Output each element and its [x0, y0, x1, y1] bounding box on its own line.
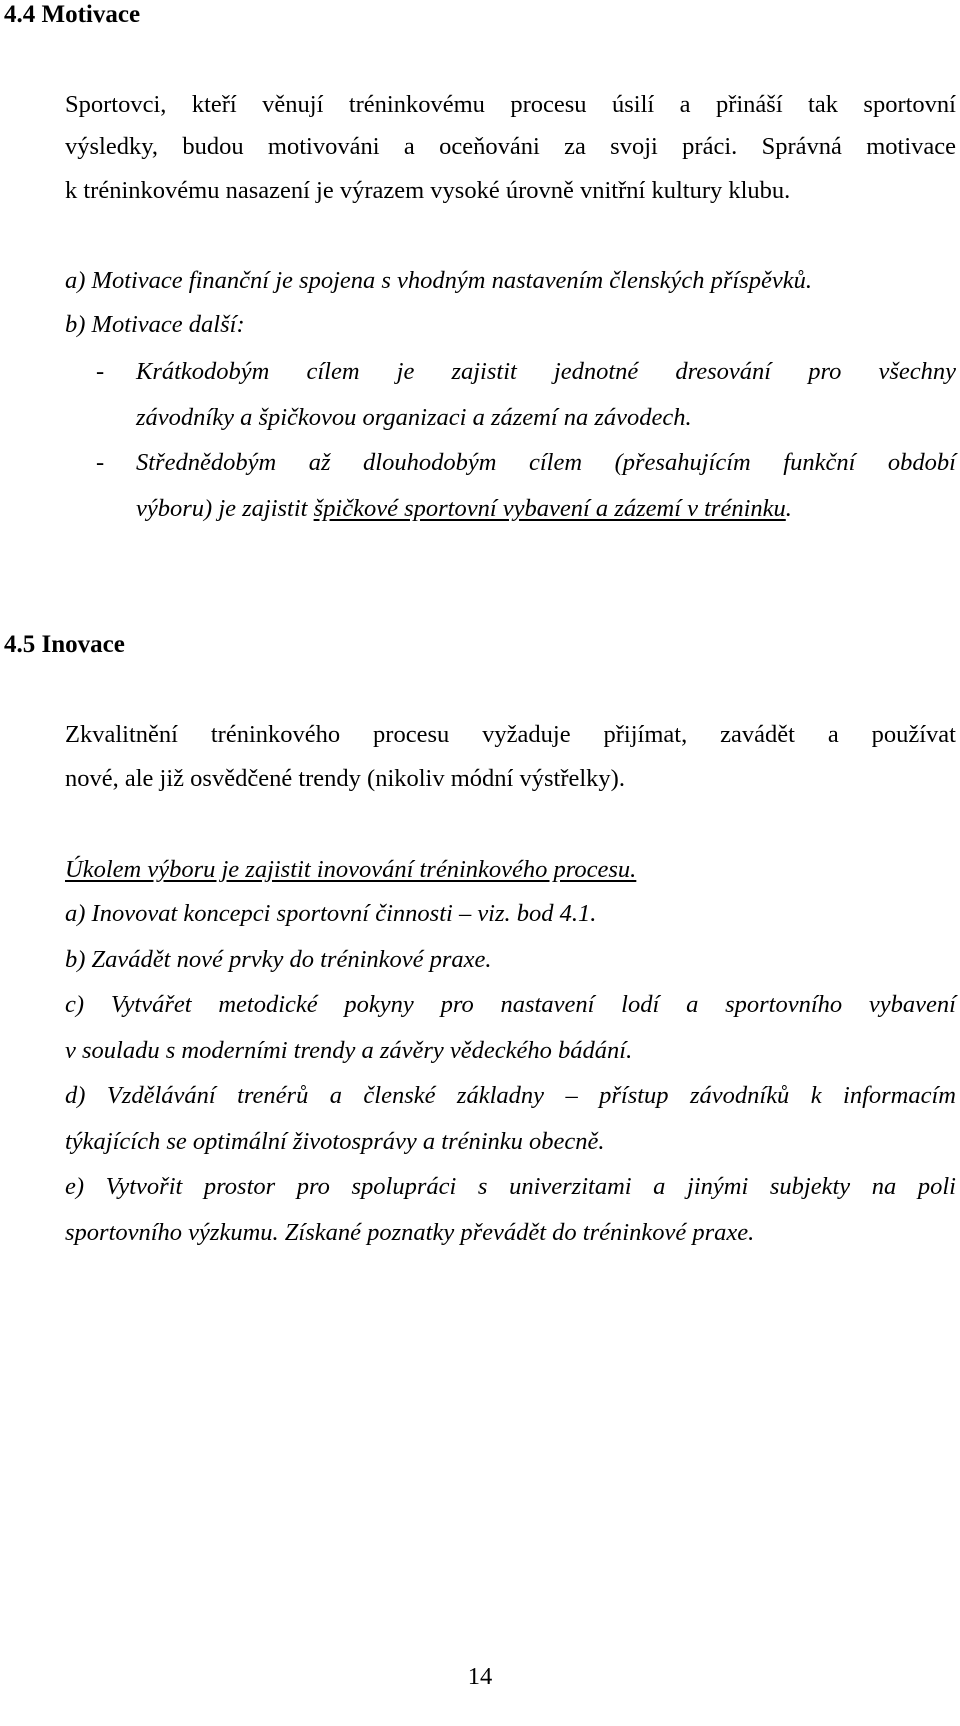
- paragraph-line: k tréninkovému nasazení je výrazem vysoké úrovně vnitřní kultury klubu.: [65, 177, 791, 204]
- paragraph-line: výsledky, budou motivováni a oceňováni za svoji práci. Správná motivace: [65, 133, 956, 160]
- list-item-financni: a) Motivace finanční je spojena s vhodným nastavením členských příspěvků.: [65, 267, 813, 294]
- list-item-d: d) Vzdělávání trenérů a členské základny – přístup závodníků k informacím: [65, 1082, 956, 1109]
- list-item-a: a) Inovovat koncepci sportovní činnosti – viz. bod 4.1.: [65, 900, 597, 927]
- section-heading-motivace: 4.4 Motivace: [4, 1, 141, 28]
- paragraph-line: Sportovci, kteří věnují tréninkovému procesu úsilí a přináší tak sportovní: [65, 91, 956, 118]
- bullet-text-end: .: [785, 495, 792, 522]
- list-item-e: e) Vytvořit prostor pro spolupráci s univerzitami a jinými subjekty na poli: [65, 1173, 956, 1200]
- bullet-line: Střednědobým až dlouhodobým cílem (přesahujícím funkční období: [136, 449, 956, 476]
- page-number: 14: [467, 1663, 493, 1690]
- bullet-line: [136, 494, 792, 524]
- list-item-c-cont: v souladu s moderními trendy a závěry vědeckého bádání.: [65, 1037, 633, 1064]
- bullet-line: Krátkodobým cílem je zajistit jednotné dresování pro všechny: [136, 358, 956, 385]
- list-item-c: c) Vytvářet metodické pokyny pro nastavení lodí a sportovního vybavení: [65, 991, 956, 1018]
- task-statement: Úkolem výboru je zajistit inovování tréninkového procesu.: [65, 856, 637, 883]
- underlined-goal: špičkové sportovní vybavení a zázemí v tréninku: [313, 495, 786, 522]
- bullet-text: výboru) je zajistit: [136, 495, 314, 522]
- bullet-dash: -: [96, 358, 105, 385]
- list-item-b: b) Zavádět nové prvky do tréninkové praxe.: [65, 946, 492, 973]
- list-item-dalsi: b) Motivace další:: [65, 311, 245, 338]
- list-item-e-cont: sportovního výzkumu. Získané poznatky převádět do tréninkové praxe.: [65, 1219, 755, 1246]
- list-item-d-cont: týkajících se optimální životosprávy a tréninku obecně.: [65, 1128, 605, 1155]
- bullet-dash: -: [96, 449, 105, 476]
- paragraph-line: Zkvalitnění tréninkového procesu vyžaduje přijímat, zavádět a používat: [65, 721, 956, 748]
- section-heading-inovace: 4.5 Inovace: [4, 631, 125, 658]
- bullet-line: závodníky a špičkovou organizaci a zázemí na závodech.: [136, 404, 692, 431]
- paragraph-line: nové, ale již osvědčené trendy (nikoliv módní výstřelky).: [65, 765, 625, 792]
